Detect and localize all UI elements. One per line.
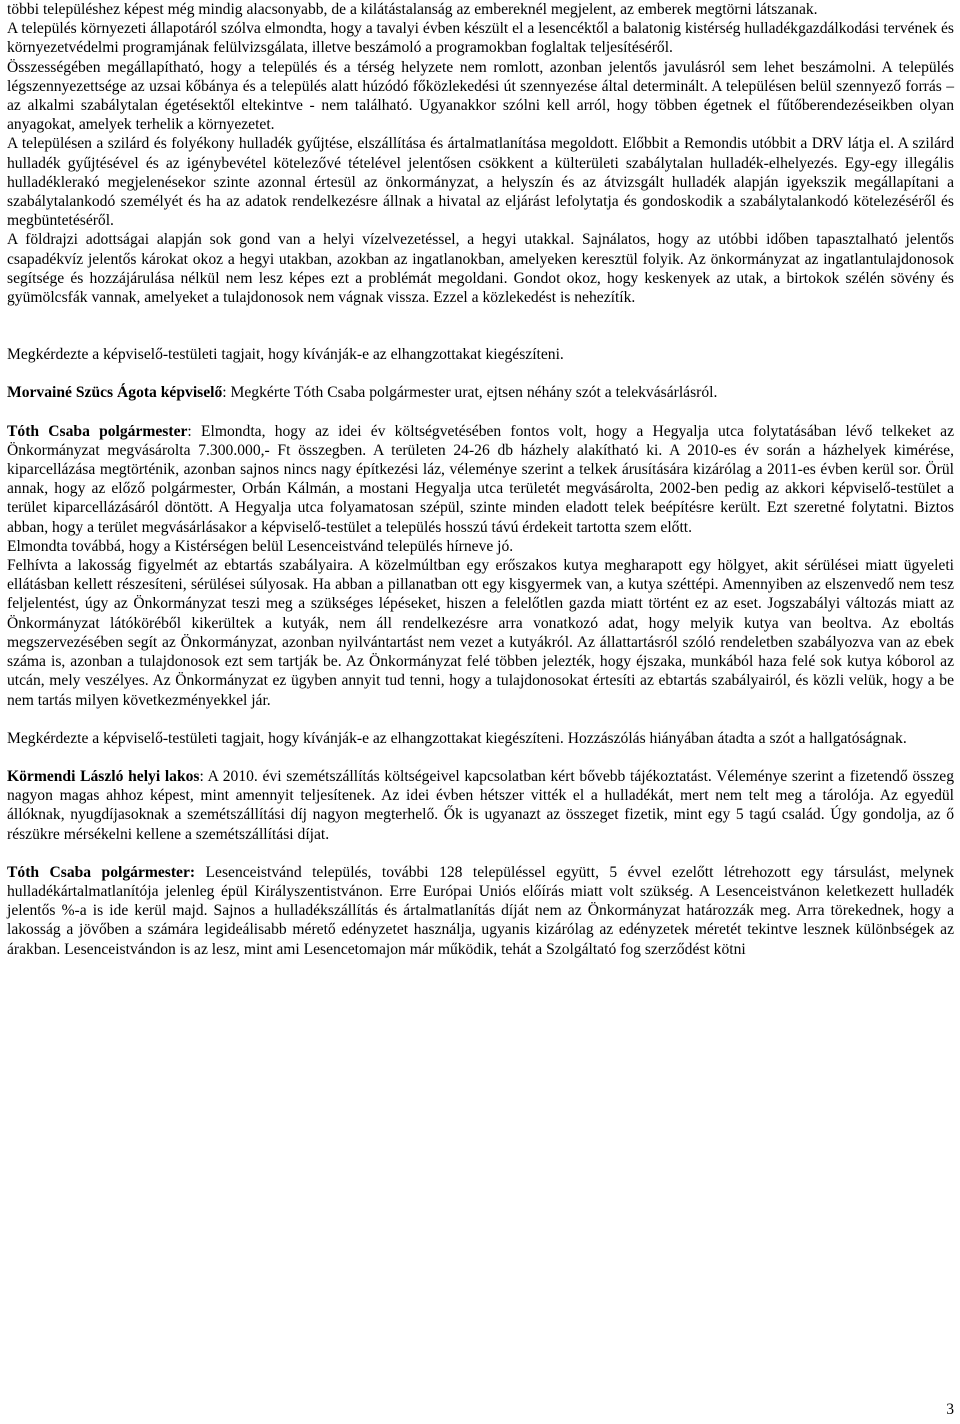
- paragraph-text: Elmondta továbbá, hogy a Kistérségen belül Lesenceistvánd település hírneve jó.: [7, 537, 514, 555]
- document-body: [7, 0, 954, 959]
- paragraph-text: : A 2010. évi szemétszállítás költségeivel kapcsolatban kért bővebb tájékoztatást. Véleménye szerint a fizetendő összeg nagyon magas ahhoz képest, mint amennyit teljesítenek. Az idei évben hétszer vitték el a hulladékát, mert nem telt meg a tárolója. Az egyedül állóknak, nyugdíjasoknak a szemétszállítási díj nagyon megterhelő. Ők is ugyanazt az összeget fizetik, mint egy 5 tagú család. Úgy gondolja, az ő részükre mérsékelni kellene a szemétszállítási díjat.: [7, 767, 954, 843]
- paragraph-text: : Megkérte Tóth Csaba polgármester urat, ejtsen néhány szót a telekvásárlásról.: [222, 384, 718, 402]
- paragraph: [7, 729, 954, 748]
- speaker-paragraph: [7, 863, 954, 959]
- paragraph: [7, 19, 954, 57]
- paragraph-text: A település környezeti állapotáról szólva elmondta, hogy a tavalyi évben készült el a lesencéktől a balatonig kistérség hulladékgazdálkodási tervének és környezetvédelmi programjának felülvizsgálata, illetve beszámoló a programokban foglaltak teljesítéséről.: [7, 20, 954, 57]
- speaker-paragraph: [7, 422, 954, 537]
- speaker-paragraph: [7, 767, 954, 844]
- paragraph: [7, 230, 954, 307]
- paragraph-text: Megkérdezte a képviselő-testületi tagjait, hogy kívánják-e az elhangzottakat kiegészíteni.: [7, 346, 564, 364]
- speaker-paragraph: [7, 383, 954, 402]
- paragraph: [7, 345, 954, 364]
- speaker-name: Tóth Csaba polgármester: [7, 422, 188, 440]
- paragraph-text: : Elmondta, hogy az idei év költségvetésében fontos volt, hogy a Hegyalja utca folytatásában lévő telkeket az Önkormányzat megvásárolta 7.300.000,- Ft összegben. A területen 24-26 db házhely alakítható ki. A 2010-es év során a házhelyek kimérése, kiparcellázása megtörténik, azonban sajnos nincs nagy építkezési láz, véleménye szerint a telkek árusítására kizárólag a 2011-es évben kerül sor. Örül annak, hogy az előző polgármester, Orbán Kálmán, a mostani Hegyalja utca területét megvásárolta, 2002-ben pedig az akkori képviselő-testület a terület kiparcellázásáról döntött. A Hegyalja utca folyamatosan szépül, szinte minden eladott telek beépítésre került. Ezt szeretné folytatni. Biztos abban, hogy a terület megvásárlásakor a képviselő-testület a település hosszú távú érdekeit tartotta szem előtt.: [7, 422, 954, 536]
- paragraph-text: A településen a szilárd és folyékony hulladék gyűjtése, elszállítása és ártalmatlanítása megoldott. Előbbit a Remondis utóbbit a DRV látja el. A szilárd hulladék gyűjtésével és az igénybevétel kötelezővé tételével jelentősen csökkent a külterületi szabálytalan hulladék-elhelyezés. Egy-egy illegális hulladéklerakó megjelenésekor szinte azonnal értesül az önkormányzat, a helyszín és az átvizsgált hulladék alapján igyekszik megállapítani a szabálytalankodó személyét és ha az adatok rendelkezésre állnak a hivatal az eljárást lefolytatja és gondoskodik a szabálytalankodó kötelezéséről és megbüntetéséről.: [7, 135, 954, 230]
- paragraph: [7, 537, 954, 556]
- paragraph: [7, 556, 954, 710]
- speaker-name: Morvainé Szücs Ágota képviselő: [7, 384, 223, 402]
- paragraph: [7, 0, 954, 19]
- paragraph-text: Összességében megállapítható, hogy a település és a térség helyzete nem romlott, azonban jelentős javulásról sem lehet beszámolni. A település légszennyezettsége az uzsai kőbánya és a település alatt húzódó főközlekedési út szennyezése által determinált. A településen belül szennyező forrás – az alkalmi szabálytalan égetésektől eltekintve - nem található. Ugyanakkor szólni kell arról, hogy többen égetnek el fűtőberendezéseikben olyan anyagokat, amelyek terhelik a környezetet.: [7, 58, 954, 134]
- speaker-name: Körmendi László helyi lakos: [7, 767, 200, 785]
- paragraph-text: Megkérdezte a képviselő-testületi tagjait, hogy kívánják-e az elhangzottakat kiegészíteni. Hozzászólás hiányában átadta a szót a hallgatóságnak.: [7, 729, 907, 747]
- page-number: 3: [946, 1401, 954, 1418]
- paragraph-text: többi településhez képest még mindig alacsonyabb, de a kilátástalanság az embereknél megjelent, az emberek megtörni látszanak.: [7, 1, 818, 18]
- paragraph-text: A földrajzi adottságai alapján sok gond van a helyi vízelvezetéssel, a hegyi utakkal. Sajnálatos, hogy az utóbbi időben tapasztalható jelentős csapadékvíz jelentős károkat okoz a hegyi utakban, azokban az ingatlanokban, amelyeken keresztül folyik. Az önkormányzat az ingatlantulajdonosok segítsége és hozzájárulása nélkül nem lesz képes ezt a problémát megoldani. Gondot okoz, hogy keskenyek az utak, a birtokok szélén sövény és gyümölcsfák vannak, amelyeket a tulajdonosok nem vágnak vissza. Ezzel a közlekedést is nehezítík.: [7, 231, 954, 307]
- paragraph-text: Felhívta a lakosság figyelmét az ebtartás szabályaira. A közelmúltban egy erőszakos kutya megharapott egy hölgyet, akit sérülései miatt ügyeleti ellátásban kellett részesíteni, sérülései súlyosak. Ha abban a pillanatban ott egy kisgyermek van, a kutya széttépi. Amennyiben az elszenvedő nem tesz feljelentést, úgy az Önkormányzat teszi meg a szükséges lépéseket, hiszen a felelőtlen gazda miatt történt ez az eset. Jogszabályi változás miatt az Önkormányzat látóköréből kikerültek a kutyák, nem áll rendelkezésre arra vonatkozó adat, hogy melyik kutya van beoltva. Az eboltás megszervezésében segít az Önkormányzat, azonban nyilvántartást nem vezet a kutyákról. Az állattartásról szóló rendeletben szabályozva van az ebek száma is, azonban a tulajdonosok ezt sem tartják be. Az Önkormányzat felé többen jelezték, hogy éjszaka, munkából haza felé sok kutya kóborol az utcán, mely veszélyes. Az Önkormányzat ez ügyben annyit tud tenni, hogy a tulajdonosokat értesíti az ebtartás szabályairól, és közli velük, hogy a be nem tartás milyen következményekkel jár.: [7, 557, 954, 709]
- paragraph: [7, 134, 954, 230]
- speaker-name: Tóth Csaba polgármester:: [7, 863, 196, 881]
- paragraph-text: Lesenceistvánd település, további 128 településsel együtt, 5 évvel ezelőtt létrehozott egy társulást, melynek hulladékártalmatlanítója jelenleg épül Királyszentistvánon. Erre Európai Uniós előírás miatt volt szükség. A Lesenceistvánon keletkezett hulladék jelentős %-a is ide kerül majd. Sajnos a hulladékszállítás és ártalmatlanítás díját nem az Önkormányzat határozzák meg. Arra törekednek, hogy a lakosság a jövőben a számára legideálisabb mérető edényzetet használja, ugyanis kizárólag az edényzetek méretét tekintve lesznek különbségek az árakban. Lesenceistvándon is az lesz, mint ami Lesencetomajon már működik, tehát a Szolgáltató fog szerződést kötni: [7, 863, 954, 958]
- paragraph: [7, 58, 954, 135]
